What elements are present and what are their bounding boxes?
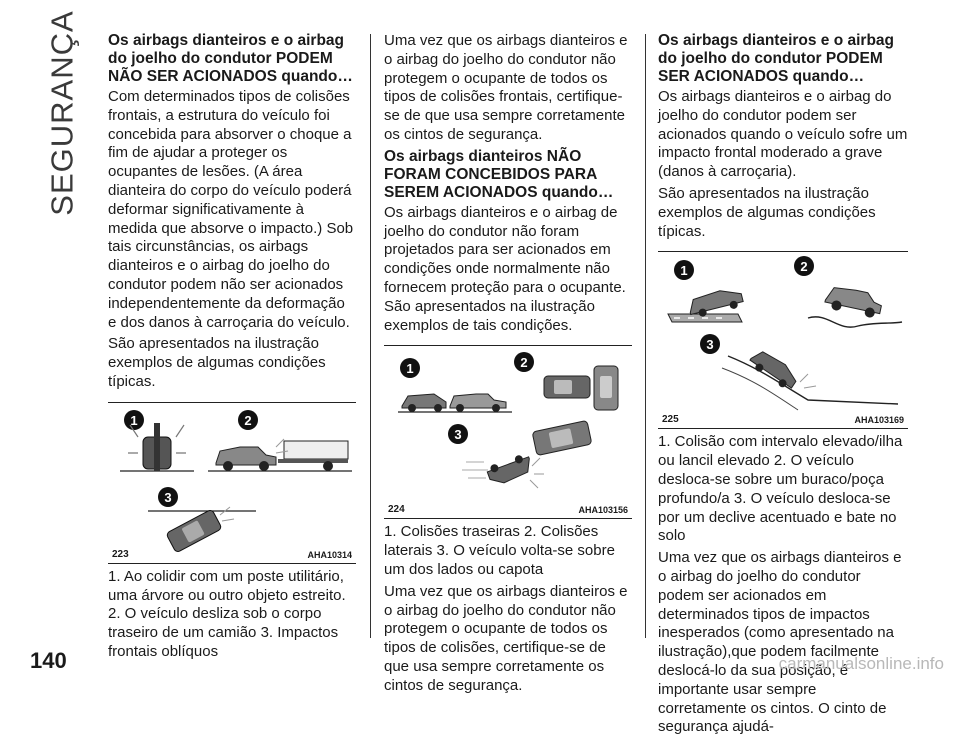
figure-224	[384, 345, 632, 519]
watermark: carmanualsonline.info	[778, 654, 944, 673]
badge-3	[700, 334, 720, 354]
curb-collision-scene	[668, 286, 744, 322]
badge-2-label: 2	[520, 355, 528, 371]
badge-2-label: 2	[800, 259, 808, 275]
steep-slope-scene	[722, 347, 898, 410]
badge-1	[400, 358, 420, 378]
badge-1-label: 1	[406, 361, 414, 377]
figure-225-illustration	[658, 252, 908, 428]
badge-1	[124, 410, 144, 430]
figure-caption: 1. Colisões traseiras 2. Colisões laterais 3. O veículo volta-se sobre um dos lados ou capota	[384, 523, 615, 578]
figure-caption: 1. Ao colidir com um poste utilitário, uma árvore ou outro objeto estreito. 2. O veículo desliza sob o corpo traseiro de um camião 3. Impactos frontais oblíquos	[108, 567, 346, 660]
figure-number: 225	[662, 414, 679, 426]
figure-code: AHA103169	[854, 415, 904, 426]
figure-number: 223	[112, 548, 129, 560]
figure-code: AHA10314	[307, 549, 352, 560]
column-1	[108, 32, 356, 662]
paragraph: Com determinados tipos de colisões frontais, a estrutura do veículo foi concebida para absorver o choque a fim de ajudar a proteger os ocupantes de lesões. (A área dianteira do corpo do veículo poderá deformar significativamente à medida que absorve o impacto.) Sob tais circunstâncias, os airbags dianteiros e o airbag do joelho do condutor podem não ser acionados independentemente da deformação e dos danos à carroçaria do veículo.	[108, 88, 354, 331]
figure-code: AHA103156	[578, 505, 628, 516]
column-3	[658, 32, 908, 737]
paragraph: Uma vez que os airbags dianteiros e o airbag do joelho do condutor podem ser acionados em determinados tipos de impactos inesperados (como apresentado na ilustração),que podem facilmente deslocá-lo da sua posição, é importante usar sempre corretamente os cintos. O cinto de segurança ajudá-	[658, 549, 902, 736]
badge-3-label: 3	[706, 337, 714, 353]
paragraph: São apresentados na ilustração exemplos de algumas condições típicas.	[108, 335, 326, 390]
paragraph: Os airbags dianteiros e o airbag de joelho do condutor não foram projetados para ser acionados em condições onde normalmente não fornecem proteção para o ocupante. São apresentados na ilustração exemplos de tais condições.	[384, 203, 626, 334]
side-collision-scene	[532, 366, 618, 456]
figure-224-illustration	[384, 346, 632, 518]
badge-1	[674, 260, 694, 280]
paragraph: Os airbags dianteiros e o airbag do joelho do condutor podem ser acionados quando o veículo sofre um impacto frontal moderado a grave (danos à carroçaria).	[658, 88, 908, 181]
heading-may-deploy: Os airbags dianteiros e o airbag do joelho do condutor PODEM SER ACIONADOS quando…	[658, 32, 895, 85]
badge-3-label: 3	[454, 427, 462, 443]
column-2	[384, 32, 632, 696]
badge-1-label: 1	[680, 263, 688, 279]
figure-223	[108, 402, 356, 564]
badge-2	[514, 352, 534, 372]
paragraph: São apresentados na ilustração exemplos de algumas condições típicas.	[658, 184, 876, 240]
figure-caption: 1. Colisão com intervalo elevado/ilha ou lancil elevado 2. O veículo desloca-se sobre um buraco/poça profundo/a 3. O veículo desloca-se por um declive acentuado e bate no solo	[658, 433, 903, 545]
paragraph: Uma vez que os airbags dianteiros e o airbag do joelho do condutor não protegem o ocupante de todos os tipos de colisões, certifique-se de que usa sempre corretamente os cintos de segurança.	[384, 582, 628, 694]
column-divider-1	[370, 34, 371, 638]
figure-number: 224	[388, 504, 405, 516]
badge-2	[794, 256, 814, 276]
badge-3-label: 3	[164, 489, 172, 505]
section-side-label: SEGURANÇA	[45, 10, 80, 216]
heading-not-designed-to-deploy: Os airbags dianteiros NÃO FORAM CONCEBIDOS PARA SEREM ACIONADOS quando…	[384, 147, 614, 201]
truck-underride-scene	[208, 439, 352, 471]
rear-collision-scene	[398, 394, 512, 412]
rollover-scene	[462, 452, 544, 488]
page-number: 140	[30, 648, 67, 673]
pole-collision-scene	[120, 423, 194, 471]
paragraph: Uma vez que os airbags dianteiros e o airbag do joelho do condutor não protegem o ocupante de todos os tipos de colisões frontais, certifique-se de que usa sempre corretamente os cintos de segurança.	[384, 32, 628, 143]
column-divider-2	[645, 34, 646, 638]
pothole-scene	[808, 285, 902, 328]
oblique-impact-scene	[148, 507, 256, 553]
badge-3	[158, 487, 178, 507]
heading-may-not-deploy: Os airbags dianteiros e o airbag do joelho do condutor PODEM NÃO SER ACIONADOS quando…	[108, 32, 353, 85]
badge-2-label: 2	[244, 412, 252, 428]
badge-1-label: 1	[130, 412, 138, 428]
badge-3	[448, 424, 468, 444]
figure-225	[658, 251, 908, 429]
figure-223-illustration	[108, 403, 356, 563]
badge-2	[238, 410, 258, 430]
